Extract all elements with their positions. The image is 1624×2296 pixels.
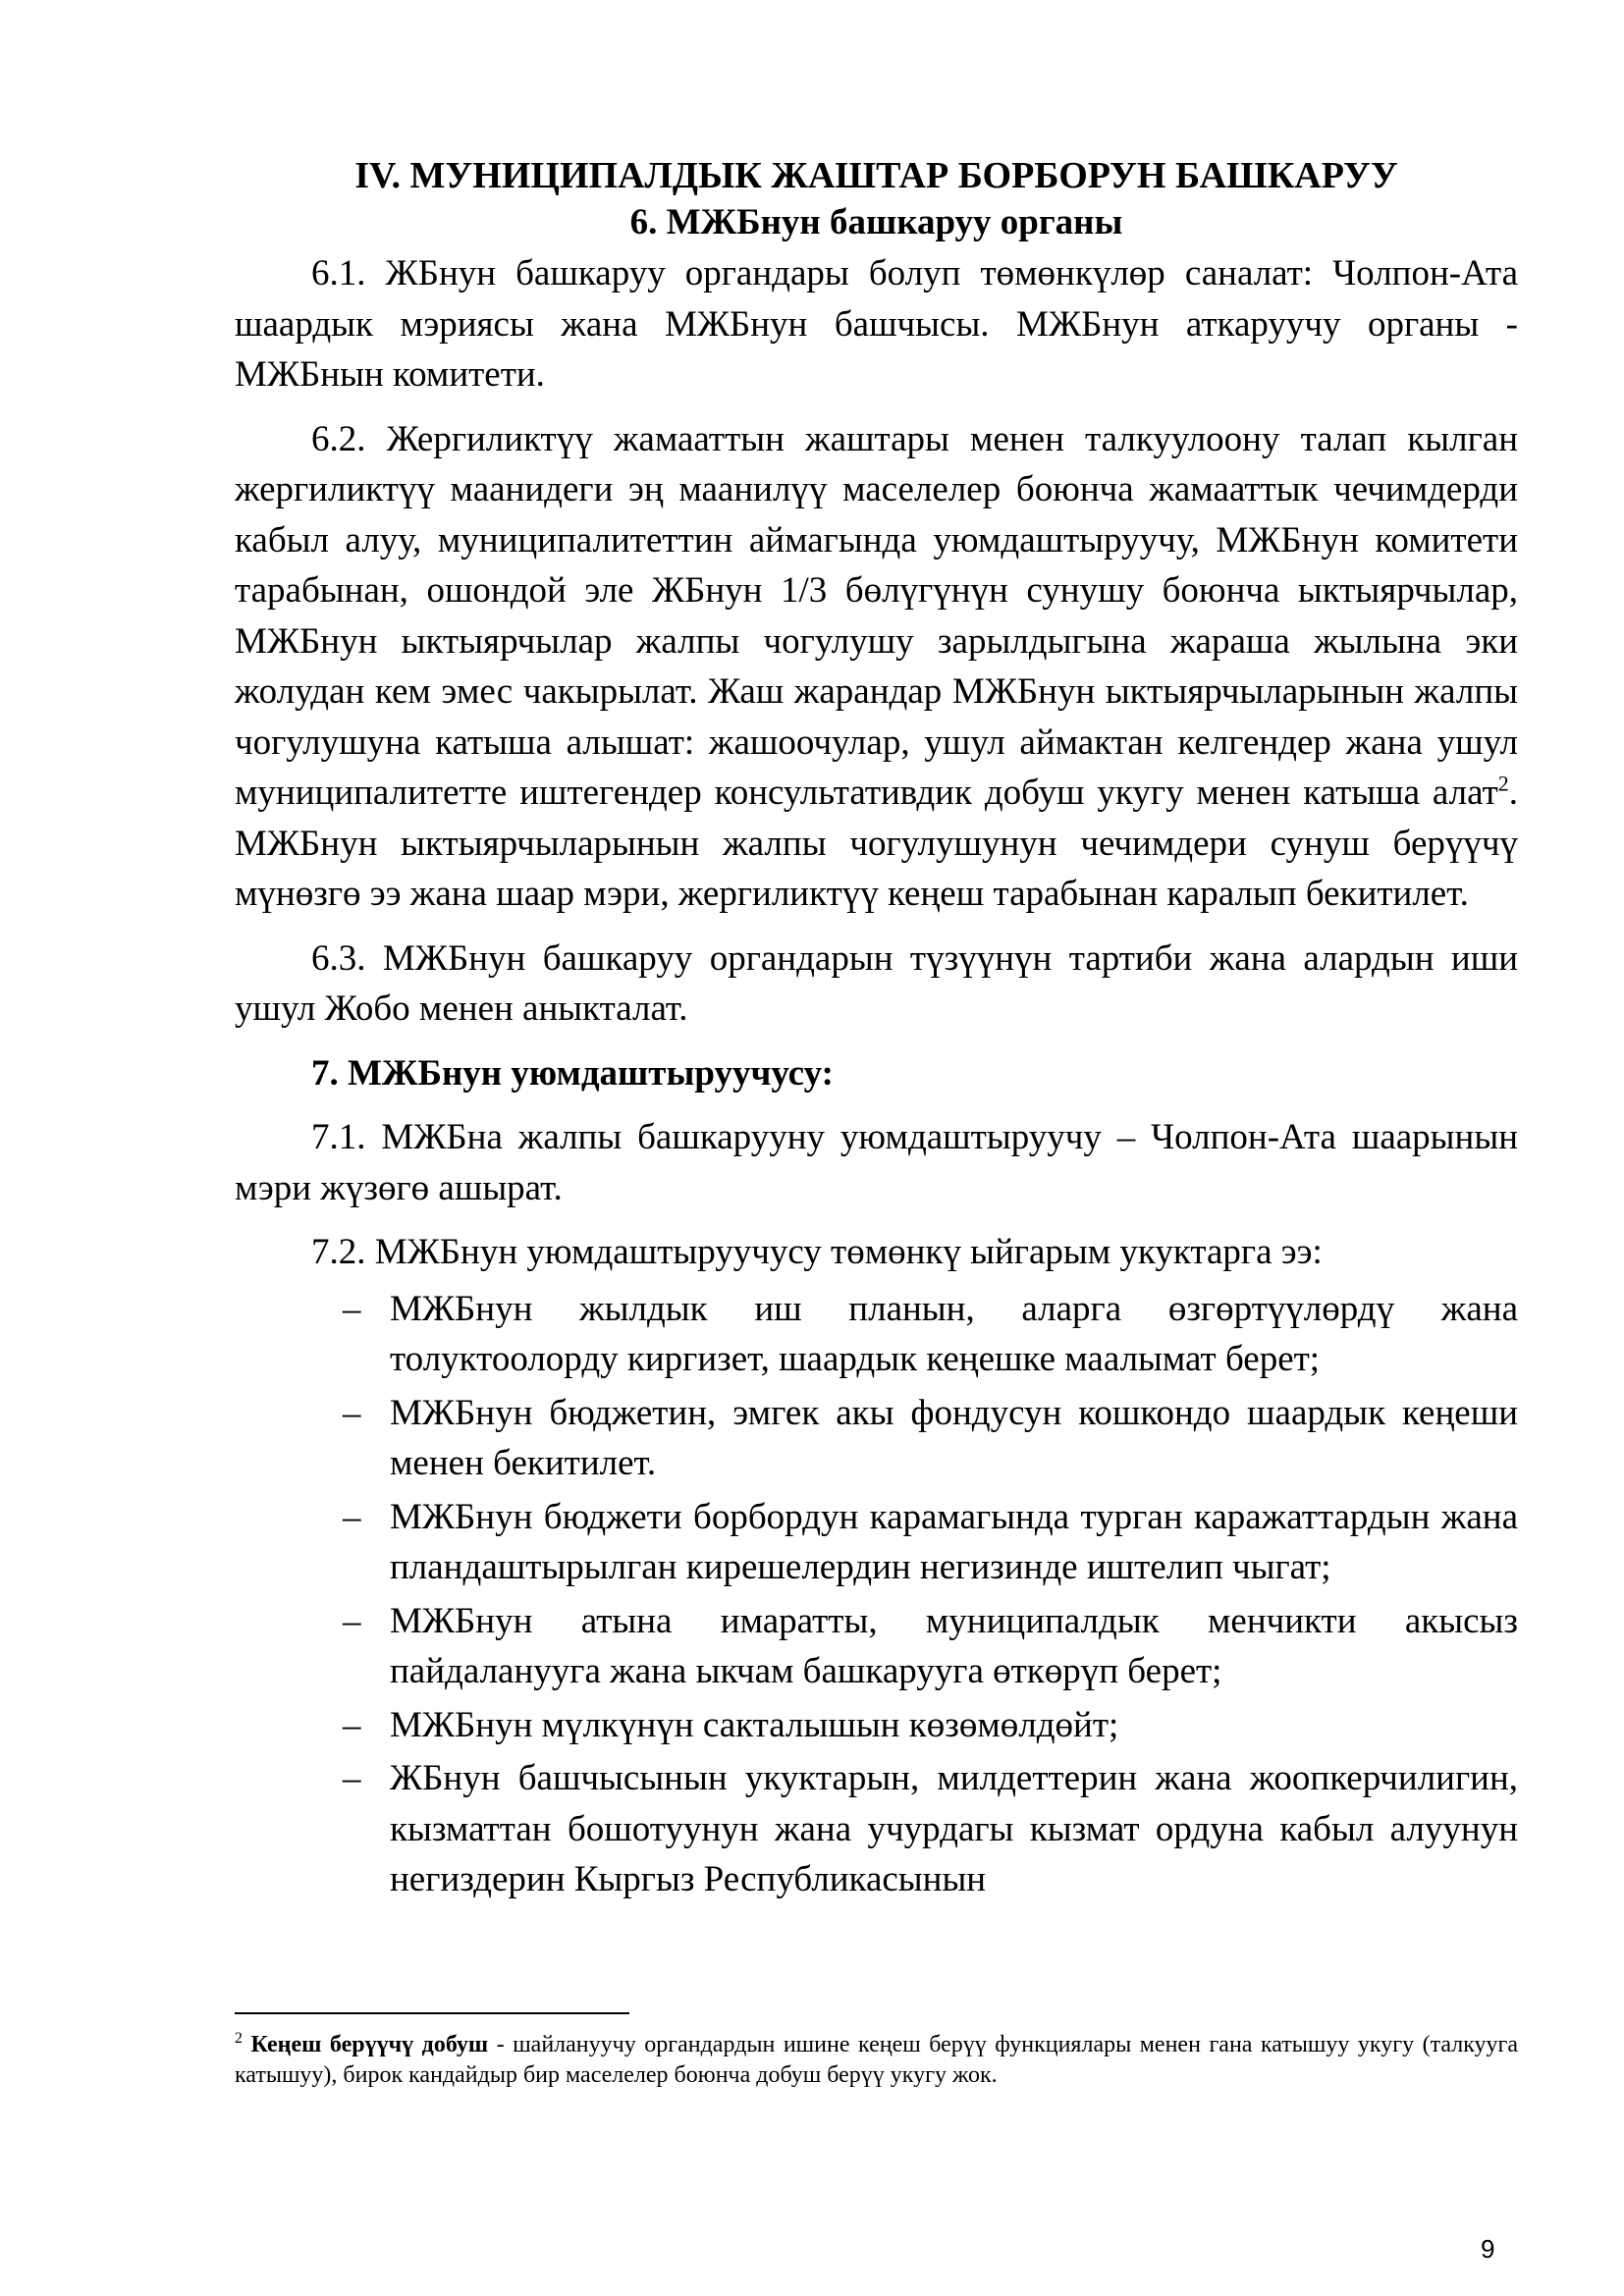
list-item-text: МЖБнун бюджети борбордун карамагында турган каражаттардын жана пландаштырылган кирешелердин негизинде иштелип чыгат; xyxy=(390,1496,1518,1587)
paragraph-7-1: 7.1. МЖБна жалпы башкарууну уюмдаштыруучу – Чолпон-Ата шаарынын мэри жүзөгө ашырат. xyxy=(235,1117,1518,1208)
section-title: IV. МУНИЦИПАЛДЫК ЖАШТАР БОРБОРУН БАШКАРУУ xyxy=(354,155,1398,196)
list-item-text: МЖБнун бюджетин, эмгек акы фондусун кошкондо шаардык кеңеши менен бекитилет. xyxy=(390,1392,1518,1483)
paragraph-6-3: 6.3. МЖБнун башкаруу органдарын түзүүнүн тартиби жана алардын иши ушул Жобо менен аныкталат. xyxy=(235,937,1518,1029)
paragraph-6-2-text: 6.2. Жергиликтүү жамааттын жаштары менен талкуулоону талап кылган жергиликтүү маанидеги эң маанилүү маселелер боюнча жамааттык чечимдерди кабыл алуу, муниципалитеттин аймагында уюмдаштыруучу, МЖБнун комитети тарабынан, ошондой эле ЖБнун 1/3 бөлүгүнүн сунушу боюнча ыктыярчылар, МЖБнун ыктыярчылар жалпы чогулушу зарылдыгына жараша жылына эки жолудан кем эмес чакырылат. Жаш жарандар МЖБнун ыктыярчыларынын жалпы чогулушуна катыша алышат: жашоочулар, ушул аймактан келгендер жана ушул муниципалитетте иштегендер консультативдик добуш укугу менен катыша алат xyxy=(235,418,1518,813)
list-marker: – xyxy=(343,1496,361,1537)
footnote-reference: 2 xyxy=(1497,771,1509,796)
page-number: 9 xyxy=(1481,2234,1495,2264)
subsection-6-title: 6. МЖБнун башкаруу органы xyxy=(629,202,1123,242)
list-marker: – xyxy=(343,1600,361,1641)
list-marker: – xyxy=(343,1758,361,1798)
paragraph-6-2 xyxy=(235,414,1518,920)
list-item-text: МЖБнун жылдык иш планын, аларга өзгөртүүлөрдү жана толуктоолорду киргизет, шаардык кеңешке маалымат берет; xyxy=(390,1288,1518,1379)
list-item xyxy=(235,1596,1518,1697)
list-item-text: ЖБнун башчысынын укуктарын, милдеттерин жана жоопкерчилигин, кызматтан бошотуунун жана учурдагы кызмат ордуна кабыл алуунун негиздерин Кыргыз Республикасынын xyxy=(390,1758,1518,1899)
list-item xyxy=(235,1700,1518,1751)
list-item-text: МЖБнун мүлкүнүн сакталышын көзөмөлдөйт; xyxy=(390,1704,1119,1745)
powers-list xyxy=(235,1284,1518,1905)
footnote-term: Кеңеш берүүчү добуш xyxy=(250,2032,489,2057)
list-item xyxy=(235,1388,1518,1489)
list-item xyxy=(235,1492,1518,1593)
list-marker: – xyxy=(343,1392,361,1433)
list-marker: – xyxy=(343,1288,361,1329)
list-marker: – xyxy=(343,1704,361,1745)
footnote-separator xyxy=(235,2012,629,2014)
subsection-7-title: 7. МЖБнун уюмдаштыруучусу: xyxy=(311,1052,834,1094)
footnote-number: 2 xyxy=(235,2030,243,2047)
footnote-text: - шайлануучу органдардын ишине кеңеш берүү функциялары менен гана катышуу укугу (талкууга катышуу), бирок кандайдыр бир маселелер боюнча добуш берүү укугу жок. xyxy=(235,2032,1519,2088)
paragraph-6-2-text-end: . МЖБнун ыктыярчыларынын жалпы чогулушунун чечимдери сунуш берүүчү мүнөзгө ээ жана шаар мэри, жергиликтүү кеңеш тарабынан каралып бекитилет. xyxy=(235,773,1518,914)
footnote xyxy=(235,2030,1518,2091)
list-item-text: МЖБнун атына имаратты, муниципалдык менчикти акысыз пайдаланууга жана ыкчам башкарууга өткөрүп берет; xyxy=(390,1600,1518,1691)
paragraph-7-2: 7.2. МЖБнун уюмдаштыруучусу төмөнкү ыйгарым укуктарга ээ: xyxy=(311,1232,1323,1272)
document-body xyxy=(235,152,1518,1908)
list-item xyxy=(235,1284,1518,1385)
list-item xyxy=(235,1753,1518,1905)
paragraph-6-1: 6.1. ЖБнун башкаруу органдары болуп төмөнкүлөр саналат: Чолпон-Ата шаардык мэриясы жана МЖБнун башчысы. МЖБнун аткаруучу органы - МЖБнын комитети. xyxy=(235,253,1518,395)
